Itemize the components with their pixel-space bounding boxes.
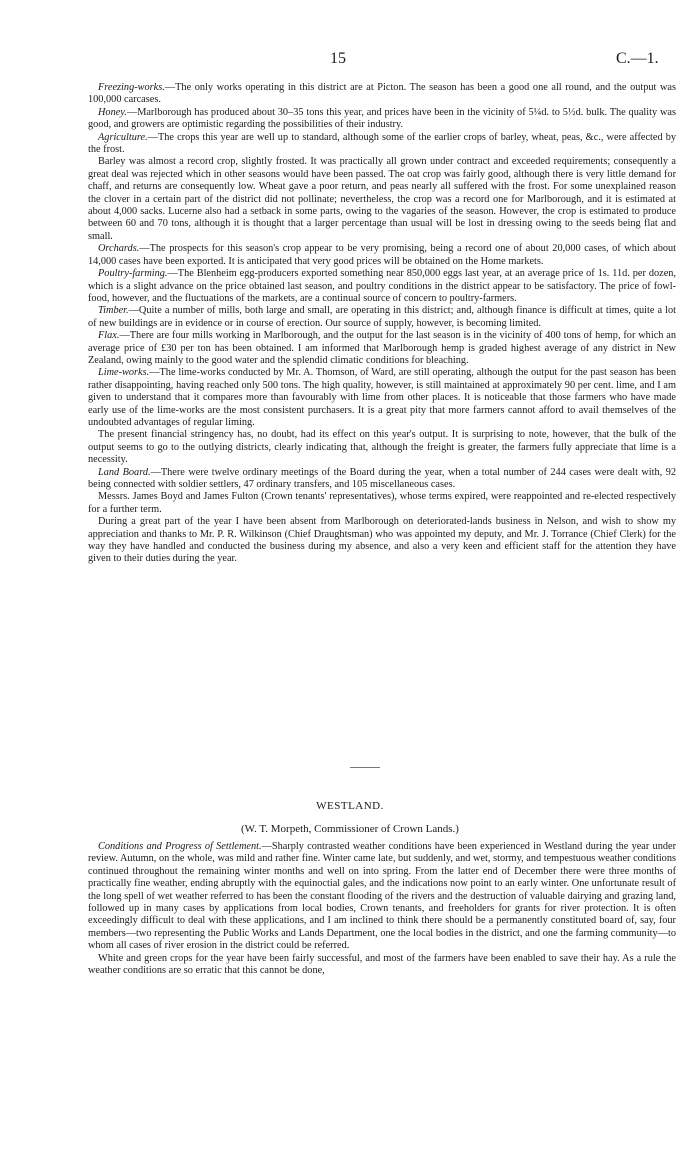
- paragraph-heading: Flax.: [98, 330, 120, 342]
- paragraph-heading: Conditions and Progress of Settlement.: [98, 841, 262, 852]
- paragraph-heading: Honey.: [98, 106, 127, 118]
- paragraph-heading: Freezing-works.: [98, 82, 165, 93]
- westland-report-body: [88, 841, 676, 977]
- paragraph: [88, 367, 676, 429]
- paragraph-text: During a great part of the year I have been absent from Marlborough on deteriorated-lands business in Nelson, and wish to show my appreciation and thanks to Mr. P. R. Wilkinson (Chief Draughtsman) who was appointed my deputy, and Mr. J. Torrance (Chief Clerk) for the way they have handled and conducted the business during my absence, and also a very keen and efficient staff for the attention they have given to their duties during the year.: [88, 516, 676, 565]
- paragraph: [88, 156, 676, 243]
- paragraph-text: —The only works operating in this district are at Picton. The season has been a good one all round, and the output was 100,000 carcases.: [88, 82, 676, 106]
- document-reference: C.—1.: [616, 50, 659, 67]
- paragraph: [88, 467, 676, 492]
- paragraph-heading: Agriculture.: [98, 131, 148, 143]
- paragraph-heading: Orchards.: [98, 243, 140, 255]
- paragraph: [88, 268, 676, 305]
- paragraph: [88, 491, 676, 516]
- section-divider: [350, 767, 380, 768]
- paragraph: [88, 841, 676, 953]
- paragraph: [88, 82, 676, 107]
- paragraph: [88, 132, 676, 157]
- paragraph-heading: Lime-works.: [98, 367, 150, 379]
- paragraph-heading: Timber.: [98, 305, 129, 317]
- paragraph-text: White and green crops for the year have been fairly successful, and most of the farmers have been enabled to save their hay. As a rule the weather conditions are so erratic that this cannot be done,: [88, 952, 676, 977]
- paragraph: [88, 243, 676, 268]
- paragraph-heading: Poultry-farming.: [98, 268, 168, 280]
- paragraph: [88, 107, 676, 132]
- paragraph-text: —Quite a number of mills, both large and small, are operating in this district; and, although finance is difficult at times, quite a lot of new buildings are in evidence or in course of erection. Our source of supply, however, is becoming limited.: [88, 305, 676, 329]
- paragraph-text: —There are four mills working in Marlborough, and the output for the last season is in the vicinity of 400 tons of hemp, for which an average price of £30 per ton has been obtained. I am informed that Marlborough hemp is graded highest average of any district in New Zealand, owing mainly to the good water and the splendid climatic conditions for bleaching.: [88, 330, 676, 366]
- paragraph-text: —There were twelve ordinary meetings of the Board during the year, when a total number of 244 cases were dealt with, 92 being connected with soldier settlers, 47 ordinary transfers, and 105 miscellaneous cases.: [88, 466, 676, 490]
- section-subtitle: (W. T. Morpeth, Commissioner of Crown Lands.): [241, 823, 459, 835]
- paragraph: [88, 429, 676, 466]
- paragraph-heading: Land Board.: [98, 466, 151, 478]
- section-title: WESTLAND.: [316, 800, 384, 812]
- paragraph-text: Barley was almost a record crop, slightly frosted. It was practically all grown under contract and exceeded requirements; consequently a great deal was rejected which in other seasons would have been passed. The oat crop was fairly good, although there is very little demand for chaff, and returns are consequently low. Wheat gave a poor return, and peas nearly all suffered with the frost. For some unexplained reason the clover in a certain part of the district did not pollinate; nevertheless, the crop was a record one for Marlborough, and it is estimated at about 4,000 sacks. Lucerne also had a setback in some parts, owing to the vagaries of the season. However, the crop is estimated to produce between 60 and 70 tons, although it is thought that a larger percentage than usual will be lost in dressing owing to the seeds being flat and small.: [88, 156, 676, 242]
- paragraph-text: Messrs. James Boyd and James Fulton (Crown tenants' representatives), whose terms expired, were reappointed and re-elected respectively for a further term.: [88, 491, 676, 515]
- paragraph-text: The present financial stringency has, no doubt, had its effect on this year's output. It is surprising to note, however, that the bulk of the output seems to go to the outlying districts, clearly indicating that, although the freight is greater, the farmers fully appreciate that lime is a necessity.: [88, 429, 676, 466]
- paragraph-text: —The Blenheim egg-producers exported something near 850,000 eggs last year, at an average price of 1s. 11d. per dozen, which is a slight advance on the price obtained last season, and poultry conditions in the district appear to be satisfactory. The price of fowl-food, however, and the fluctuations of the markets, are a continual source of concern to poultry-farmers.: [88, 268, 676, 304]
- paragraph-text: —Marlborough has produced about 30–35 tons this year, and prices have been in the vicinity of 5¼d. to 5½d. bulk. The quality was good, and growers are optimistic regarding the possibilities of their industry.: [88, 106, 676, 131]
- paragraph: [88, 516, 676, 566]
- paragraph-text: —The lime-works conducted by Mr. A. Thomson, of Ward, are still operating, although the output for the past season has been rather disappointing, having reached only 500 tons. The high quality, however, is still maintained at approximately 90 per cent. lime, and I am given to understand that it compares more than favourably with lime from other places. It is noticeable that those farmers who have made early use of the lime-works are the most consistent purchasers. It is a great pity that more farmers cannot afford to avail themselves of the undoubted advantages of regular liming.: [88, 367, 676, 428]
- paragraph-text: —Sharply contrasted weather conditions have been experienced in Westland during the year under review. Autumn, on the whole, was mild and rather fine. Winter came late, but suddenly, and wet, stormy, and tempestuous weather conditions continued throughout the remaining winter months and well on into spring. From the latter end of December there were three months of practically fine weather, ending abruptly with the equinoctial gales, and the indications now point to an early winter. One unfortunate result of the long spell of wet weather referred to has been the constant flooding of the rivers and the destruction of valuable dairying and grazing land, followed up in many cases by applications from local bodies, Crown tenants, and freeholders for grants for river protection. It is often exceedingly difficult to deal with these applications, and I am inclined to think there should be a permanently constituted board of, say, four members—two representing the Public Works and Lands Department, one the local bodies in the district, and one the farming community—to whom all cases of river erosion in the district could be referred.: [88, 841, 676, 952]
- paragraph: [88, 953, 676, 978]
- paragraph-text: —The prospects for this season's crop appear to be very promising, being a record one of about 20,000 cases, of which about 14,000 cases have been exported. It is anticipated that very good prices will be obtained on the Home markets.: [88, 243, 676, 267]
- marlborough-report-body: [88, 82, 676, 566]
- page-number: 15: [330, 50, 346, 67]
- paragraph-text: —The crops this year are well up to standard, although some of the earlier crops of barley, wheat, peas, &c., were affected by the frost.: [88, 131, 676, 156]
- paragraph: [88, 330, 676, 367]
- paragraph: [88, 305, 676, 330]
